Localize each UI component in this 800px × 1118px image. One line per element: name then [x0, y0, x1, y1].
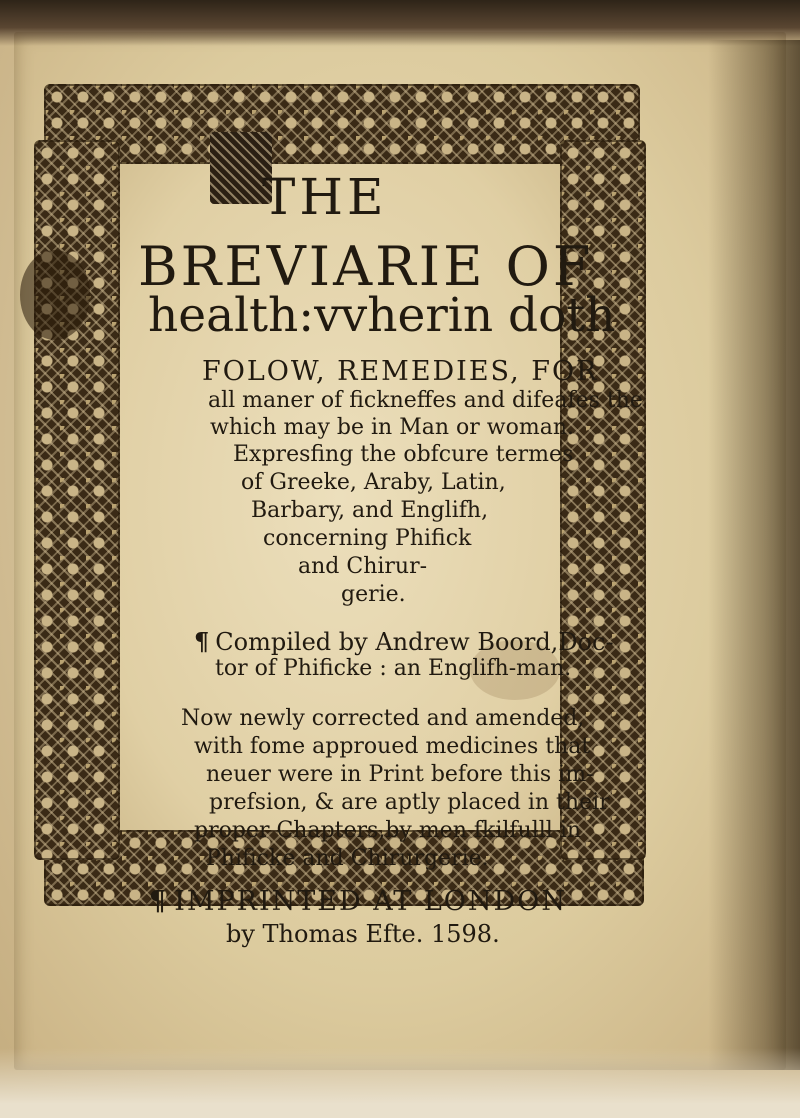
title-breviarie: BREVIARIE OF: [138, 235, 594, 298]
title-health: health:vvherin doth: [148, 288, 616, 343]
subtitle-line: FOLOW, REMEDIES, FOR: [202, 356, 599, 387]
subtitle-line: and Chirur-: [298, 554, 428, 579]
woodcut-border-left: [34, 140, 120, 860]
subtitle-line: all maner of fickneffes and difeafes the: [208, 388, 643, 413]
pilcrow-icon: ¶: [149, 886, 169, 917]
newly-corrected-line: neuer were in Print before this im-: [206, 762, 594, 787]
subtitle-line: gerie.: [341, 582, 406, 607]
subtitle-line: concerning Phifick: [263, 526, 472, 551]
newly-corrected-line: with fome approued medicines that: [194, 734, 591, 759]
ink-stain: [20, 250, 90, 340]
newly-corrected-line: Now newly corrected and amended,: [181, 706, 585, 731]
newly-corrected-line: Phificke and Chirurgerie.: [206, 846, 489, 871]
title-the: THE: [262, 168, 388, 226]
imprint-line: [149, 888, 567, 915]
imprint-text: IMPRINTED AT LONDON: [174, 886, 567, 917]
woodcut-border-top: [44, 84, 640, 164]
newly-corrected-line: proper Chapters,by men fkilfulll in: [194, 818, 582, 843]
page-top-edge: [0, 0, 800, 46]
compiled-by-line: [194, 627, 614, 656]
subtitle-line: Barbary, and Englifh,: [251, 498, 489, 523]
newly-corrected-line: prefsion, & are aptly placed in their: [209, 790, 610, 815]
subtitle-line: which may be in Man or woman.: [210, 415, 574, 440]
page-bottom-edge: [0, 1048, 800, 1118]
compiled-by-line: tor of Phificke : an Englifh-man.: [215, 656, 572, 681]
page-gutter-shadow: [708, 40, 800, 1070]
printer-line: by Thomas Efte. 1598.: [226, 920, 500, 948]
subtitle-line: Expresfing the obfcure termes: [233, 442, 574, 467]
subtitle-line: of Greeke, Araby, Latin,: [241, 470, 506, 495]
compiled-text: Compiled by Andrew Boord,Doc-: [215, 628, 614, 656]
pilcrow-icon: ¶: [194, 627, 210, 656]
